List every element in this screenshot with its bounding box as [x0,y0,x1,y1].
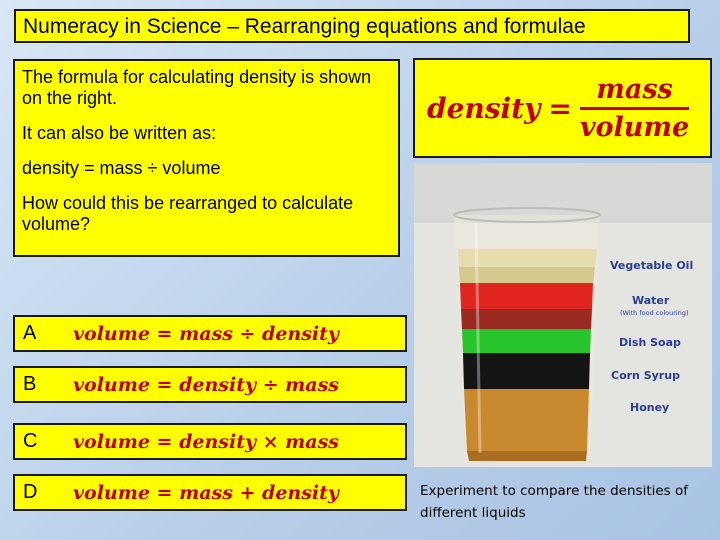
option-expression: volume = density × mass [73,430,339,453]
answer-option-c[interactable] [13,423,407,460]
question-intro: The formula for calculating density is shown on the right. [22,67,372,108]
label-dish-soap: Dish Soap [619,336,681,349]
option-expression: volume = mass + density [73,481,339,504]
option-letter: C [23,430,38,452]
question-prompt: How could this be rearranged to calculate volume? [22,193,354,234]
slide-title: Numeracy in Science – Rearranging equations and formulae [14,9,690,43]
option-expression: volume = density ÷ mass [73,373,339,396]
option-letter: B [23,373,37,395]
option-letter: A [23,322,37,344]
formula-numerator: mass [596,73,673,105]
label-vegetable-oil: Vegetable Oil [610,259,694,272]
formula-equals: = [548,91,572,125]
option-expression: volume = mass ÷ density [73,322,339,345]
answer-option-b[interactable] [13,366,407,403]
photo-caption: Experiment to compare the densities of different liquids [420,483,689,521]
question-box [13,59,400,257]
formula-fraction [580,74,689,143]
label-water-note: (With food colouring) [620,309,689,317]
label-corn-syrup: Corn Syrup [611,369,680,382]
answer-option-a[interactable] [13,315,407,352]
formula-denominator: volume [579,111,690,143]
density-formula [413,58,712,158]
label-honey: Honey [630,401,670,414]
label-water: Water [632,294,670,307]
formula-lhs: density [427,91,541,125]
question-alt-formula: density = mass ÷ volume [22,158,221,178]
option-letter: D [23,481,38,503]
density-column-photo [414,163,712,467]
answer-option-d[interactable] [13,474,407,511]
question-alt-form-intro: It can also be written as: [22,123,217,143]
fraction-bar [580,107,689,110]
